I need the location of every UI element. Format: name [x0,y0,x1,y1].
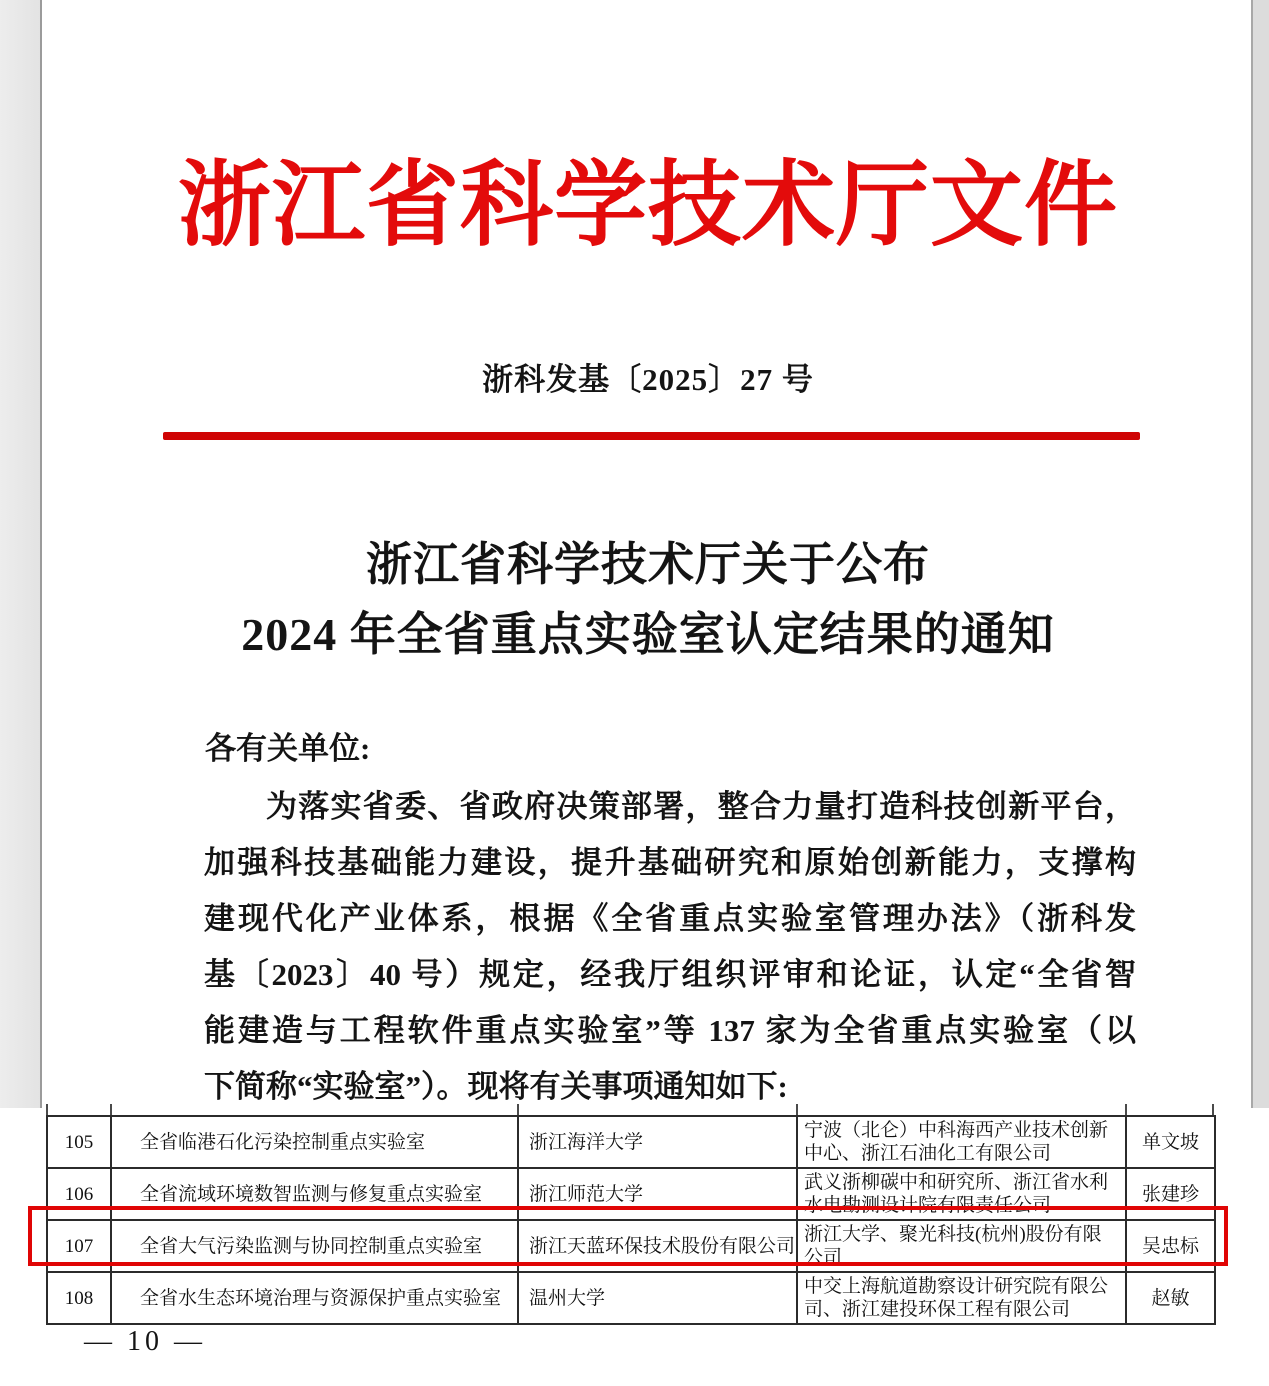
agency-header-title: 浙江省科学技术厅文件 [178,155,1118,258]
salutation: 各有关单位: [205,731,371,766]
director-cell: 张建珍 [1126,1168,1215,1220]
red-divider-rule [163,432,1140,440]
column-stub [46,1104,48,1115]
paragraph-line: 能建造与工程软件重点实验室”等 137 家为全省重点实验室（以 [204,1013,1136,1048]
left-page-edge [0,0,42,1110]
row-number-cell: 107 [47,1220,111,1272]
body-paragraph [204,779,1136,1115]
notice-title-line1: 浙江省科学技术厅关于公布 [366,539,930,590]
notice-title-line2: 2024 年全省重点实验室认定结果的通知 [241,609,1055,660]
lab-name-cell: 全省临港石化污染控制重点实验室 [111,1116,518,1168]
lab-name-cell: 全省水生态环境治理与资源保护重点实验室 [111,1272,518,1324]
table-row-highlighted [47,1220,1215,1272]
host-org-cell: 浙江海洋大学 [518,1116,797,1168]
right-page-edge [1251,0,1269,1113]
lab-table [46,1115,1216,1325]
document-number: 浙科发基〔2025〕27 号 [482,362,814,397]
table-row [47,1168,1215,1220]
lab-name-cell: 全省流域环境数智监测与修复重点实验室 [111,1168,518,1220]
paragraph-line: 建现代化产业体系，根据《全省重点实验室管理办法》（浙科发 [204,901,1136,936]
host-org-cell: 浙江天蓝环保技术股份有限公司 [518,1220,797,1272]
partner-orgs-cell: 中交上海航道勘察设计研究院有限公司、浙江建投环保工程有限公司 [797,1272,1126,1324]
table-section [0,1108,1269,1386]
paragraph-line: 下简称“实验室”）。现将有关事项通知如下: [204,1069,788,1104]
host-org-cell: 浙江师范大学 [518,1168,797,1220]
row-number-cell: 105 [47,1116,111,1168]
column-stub [517,1104,519,1115]
director-cell: 吴忠标 [1126,1220,1215,1272]
director-cell: 单文坡 [1126,1116,1215,1168]
paragraph-line: 加强科技基础能力建设，提升基础研究和原始创新能力，支撑构 [204,845,1136,880]
partner-orgs-cell: 武义浙柳碳中和研究所、浙江省水利水电勘测设计院有限责任公司 [797,1168,1126,1220]
row-number-cell: 106 [47,1168,111,1220]
column-stub [1125,1104,1127,1115]
column-stub [796,1104,798,1115]
page-number: — 10 — [84,1326,206,1357]
paragraph-line: 为落实省委、省政府决策部署，整合力量打造科技创新平台， [266,789,1136,824]
paragraph-line: 基〔2023〕40 号）规定，经我厅组织评审和论证，认定“全省智 [204,957,1136,992]
director-cell: 赵敏 [1126,1272,1215,1324]
column-stub [1212,1104,1214,1115]
lab-name-cell: 全省大气污染监测与协同控制重点实验室 [111,1220,518,1272]
host-org-cell: 温州大学 [518,1272,797,1324]
row-number-cell: 108 [47,1272,111,1324]
lab-table-body [47,1116,1215,1324]
partner-orgs-cell: 浙江大学、聚光科技(杭州)股份有限公司 [797,1220,1126,1272]
column-stub [110,1104,112,1115]
table-row [47,1116,1215,1168]
table-row [47,1272,1215,1324]
partner-orgs-cell: 宁波（北仑）中科海西产业技术创新中心、浙江石油化工有限公司 [797,1116,1126,1168]
